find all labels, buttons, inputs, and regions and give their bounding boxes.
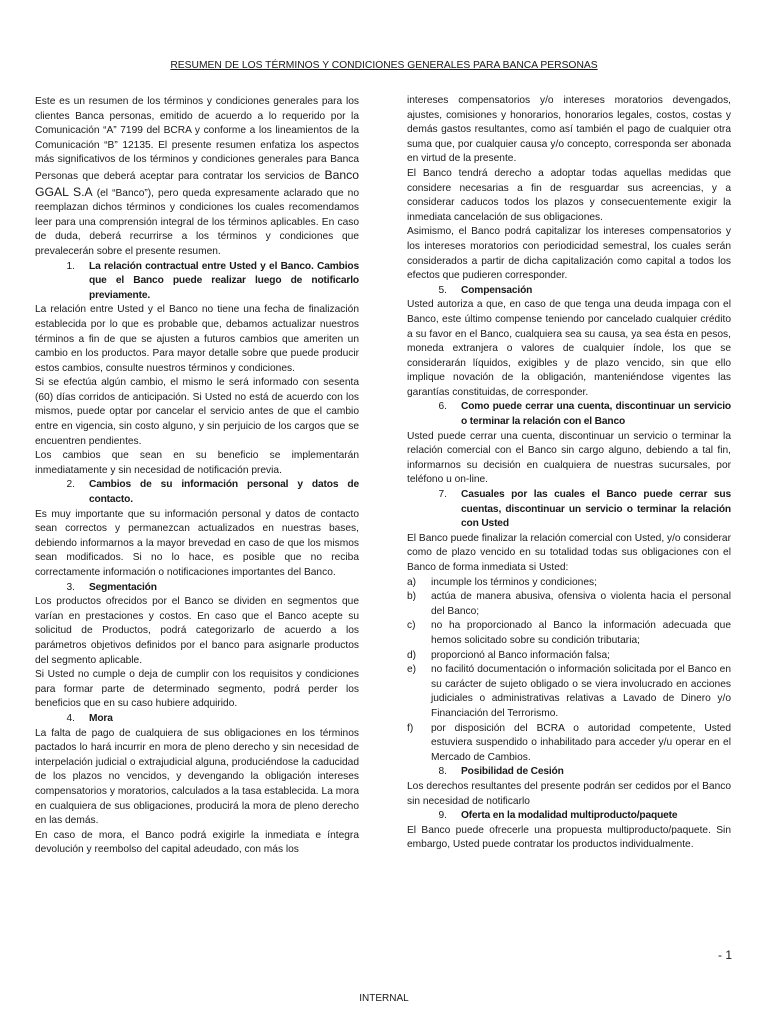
section-number: 4. bbox=[66, 712, 75, 724]
section-title: Mora bbox=[89, 712, 113, 724]
section-4-heading bbox=[35, 712, 359, 727]
section-number: 1. bbox=[66, 260, 75, 272]
section-number: 6. bbox=[438, 401, 447, 413]
paragraph: Los cambios que sean en su beneficio se implementarán inmediatamente y sin necesidad de notificación previa. bbox=[35, 450, 359, 476]
list-marker: f) bbox=[407, 722, 414, 734]
list-text: por disposición del BCRA o autoridad competente, Usted estuviera suspendido o inhabilitado para acceder y/u operar en el Mercado de Cambios. bbox=[431, 722, 731, 763]
section-title: Oferta en la modalidad multiproducto/paquete bbox=[461, 810, 678, 822]
paragraph: La falta de pago de cualquiera de sus obligaciones en los términos pactados lo hará incurrir en mora de pleno derecho y sin necesidad de interpelación judicial o extrajudicial alguna, produciéndose la caducidad de los plazos no vencidos, y devengando la obligación intereses compensatorios y moratorios, calculados a la tasa establecida. La mora en cualquiera de sus obligaciones, producirá la mora de pleno derecho en las demás. bbox=[35, 727, 359, 827]
list-item bbox=[407, 590, 731, 619]
section-8-heading bbox=[407, 765, 731, 780]
paragraph: Usted autoriza a que, en caso de que tenga una deuda impaga con el Banco, este último compense teniendo por cancelado cualquier crédito a su favor en el Banco, cualquiera sea su causa, ya sea ésta en pesos, moneda extranjera o valores de cualquier índole, los que se considerarán líquidos, exigibles y de plazo vencido, sin que ello implique novación de la obligación, manteniéndose vigentes las garantías constituidas, de corresponder. bbox=[407, 299, 731, 398]
section-title: Casuales por las cuales el Banco puede cerrar sus cuentas, discontinuar un servicio o terminar la relación con Usted bbox=[461, 489, 731, 530]
intro-text-b: (el “Banco”), pero queda expresamente aclarado que no reemplazan dichos términos y condiciones los cuales recomendamos leer para una comprensión integral de los términos aplicables. En caso de duda, deberá recurrirse a los términos y condiciones que prevalecerán sobre el presente resumen. bbox=[35, 187, 359, 257]
paragraph: Los derechos resultantes del presente podrán ser cedidos por el Banco sin necesidad de notificarlo bbox=[407, 780, 731, 807]
intro-paragraph bbox=[35, 95, 359, 260]
list-item bbox=[407, 576, 731, 591]
paragraph: El Banco puede finalizar la relación comercial con Usted, y/o considerar como de plazo vencido en su totalidad todas sus obligaciones con el Banco de forma inmediata si Usted: bbox=[407, 532, 731, 573]
list-item bbox=[407, 649, 731, 664]
left-column bbox=[35, 95, 359, 858]
list-text: no ha proporcionado al Banco la información adecuada que hemos solicitado sobre su condición tributaria; bbox=[431, 620, 731, 646]
paragraph: En caso de mora, el Banco podrá exigirle la inmediata e íntegra devolución y reembolso del capital adeudado, con más los bbox=[35, 829, 359, 856]
bank-name: Banco GGAL S.A bbox=[35, 167, 359, 199]
paragraph: Es muy importante que su información personal y datos de contacto sean correctos y permanezcan actualizados en nuestras bases, debiendo informarnos a la mayor brevedad en caso de que los mismos sean modificados. Si no lo hace, es posible que no reciba correctamente información o notificaciones importantes del Banco. bbox=[35, 508, 359, 578]
list-marker: a) bbox=[407, 576, 417, 588]
document-title: RESUMEN DE LOS TÉRMINOS Y CONDICIONES GENERALES PARA BANCA PERSONAS bbox=[170, 60, 598, 71]
section-number: 8. bbox=[438, 766, 447, 778]
paragraph: Usted puede cerrar una cuenta, discontinuar un servicio o terminar la relación comercial con el Banco sin cargo alguno, debiendo a tal fin, informarnos su decisión en cualquiera de nuestras sucursales, por teléfono u on-line. bbox=[407, 430, 731, 486]
list-marker: b) bbox=[407, 591, 417, 603]
right-column bbox=[407, 94, 731, 853]
list-text: no facilitó documentación o información solicitada por el Banco en su carácter de sujeto obligado o se viera involucrado en acciones judiciales o administrativas relativas a Lavado de Dinero y/o Financiación del Terrorismo. bbox=[431, 664, 731, 719]
section-title: Segmentación bbox=[89, 581, 157, 593]
paragraph: intereses compensatorios y/o intereses moratorios devengados, ajustes, comisiones y honorarios, honorarios legales, costos, costas y demás gastos resultantes, como así también el pago de cualquier otra suma que, por cualquier causa y/o concepto, corresponda ser abonada en virtud de la presente. bbox=[407, 95, 731, 165]
section-9-heading bbox=[407, 809, 731, 824]
paragraph: Si se efectúa algún cambio, el mismo le será informado con sesenta (60) días corridos de anticipación. Si Usted no está de acuerdo con los mismos, puede optar por cancelar el servicio antes de que el cambio entre en vigencia, sin costo alguno, y sin perjuicio de los cargos que se encuentren pendientes. bbox=[35, 377, 359, 447]
paragraph: El Banco tendrá derecho a adoptar todas aquellas medidas que considere necesarias a fin de resguardar sus acreencias, y a considerar caducos todos los plazos y consecuentemente exigir la inmediata cancelación de sus obligaciones. bbox=[407, 167, 731, 223]
list-item bbox=[407, 722, 731, 766]
section-1-heading bbox=[35, 260, 359, 304]
section-title: La relación contractual entre Usted y el Banco. Cambios que el Banco puede realizar luego de notificarlo previamente. bbox=[89, 260, 359, 301]
section-title: Compensación bbox=[461, 284, 533, 296]
paragraph: La relación entre Usted y el Banco no tiene una fecha de finalización establecida por lo que es probable que, debamos actualizar nuestros términos a fin de que se ajusten a futuros cambios que ameriten un cambio en los productos. Para mayor detalle sobre que puede producir estos cambios, consulte nuestros términos y condiciones. bbox=[35, 304, 359, 374]
section-title: Como puede cerrar una cuenta, discontinuar un servicio o terminar la relación con el Banco bbox=[461, 401, 731, 428]
list-text: actúa de manera abusiva, ofensiva o violenta hacia el personal del Banco; bbox=[431, 591, 731, 617]
section-number: 2. bbox=[66, 479, 75, 491]
list-text: proporcionó al Banco información falsa; bbox=[431, 649, 610, 661]
page-number: - 1 bbox=[717, 948, 732, 962]
intro-text-a: Este es un resumen de los términos y condiciones generales para los clientes Banca personas, emitido de acuerdo a lo requerido por la Comunicación “A” 7199 del BCRA y conforme a los lineamientos de la Comunicación “B” 12135. El presente resumen enfatiza los aspectos más significativos de los términos y condiciones generales para Banca Personas que deberá aceptar para contratar los servicios de bbox=[35, 96, 359, 182]
section-6-heading bbox=[407, 400, 731, 429]
paragraph: El Banco puede ofrecerle una propuesta multiproducto/paquete. Sin embargo, Usted puede contratar los productos individualmente. bbox=[407, 824, 731, 851]
list-item bbox=[407, 663, 731, 721]
section-3-heading bbox=[35, 581, 359, 596]
list-marker: d) bbox=[407, 649, 417, 661]
section-title: Cambios de su información personal y datos de contacto. bbox=[89, 479, 359, 506]
section-5-heading bbox=[407, 284, 731, 299]
paragraph: Los productos ofrecidos por el Banco se dividen en segmentos que varían en prestaciones y costos. En caso que el Banco acepte su solicitud de Productos, podrá categorizarlo de acuerdo a los parámetros objetivos definidos por el banco para asignarle productos del segmento aplicable. bbox=[35, 596, 359, 666]
section-title: Posibilidad de Cesión bbox=[461, 766, 564, 778]
list-text: incumple los términos y condiciones; bbox=[431, 576, 597, 588]
section-number: 3. bbox=[66, 581, 75, 593]
section-7-heading bbox=[407, 488, 731, 532]
section-number: 5. bbox=[438, 284, 447, 296]
section-number: 7. bbox=[438, 489, 447, 501]
section-number: 9. bbox=[438, 810, 447, 822]
section-2-heading bbox=[35, 478, 359, 507]
footer-label: INTERNAL bbox=[359, 993, 409, 1004]
paragraph: Asimismo, el Banco podrá capitalizar los intereses compensatorios y los intereses moratorios con periodicidad semestral, los cuales serán considerados a partir de dicha capitalización como capital a todos los efectos que pudieren corresponder. bbox=[407, 226, 731, 282]
list-item bbox=[407, 619, 731, 648]
list-marker: e) bbox=[407, 664, 417, 676]
paragraph: Si Usted no cumple o deja de cumplir con los requisitos y condiciones para formar parte de determinado segmento, podrá perder los beneficios que en su caso hubiere adquirido. bbox=[35, 669, 359, 710]
list-marker: c) bbox=[407, 620, 416, 632]
